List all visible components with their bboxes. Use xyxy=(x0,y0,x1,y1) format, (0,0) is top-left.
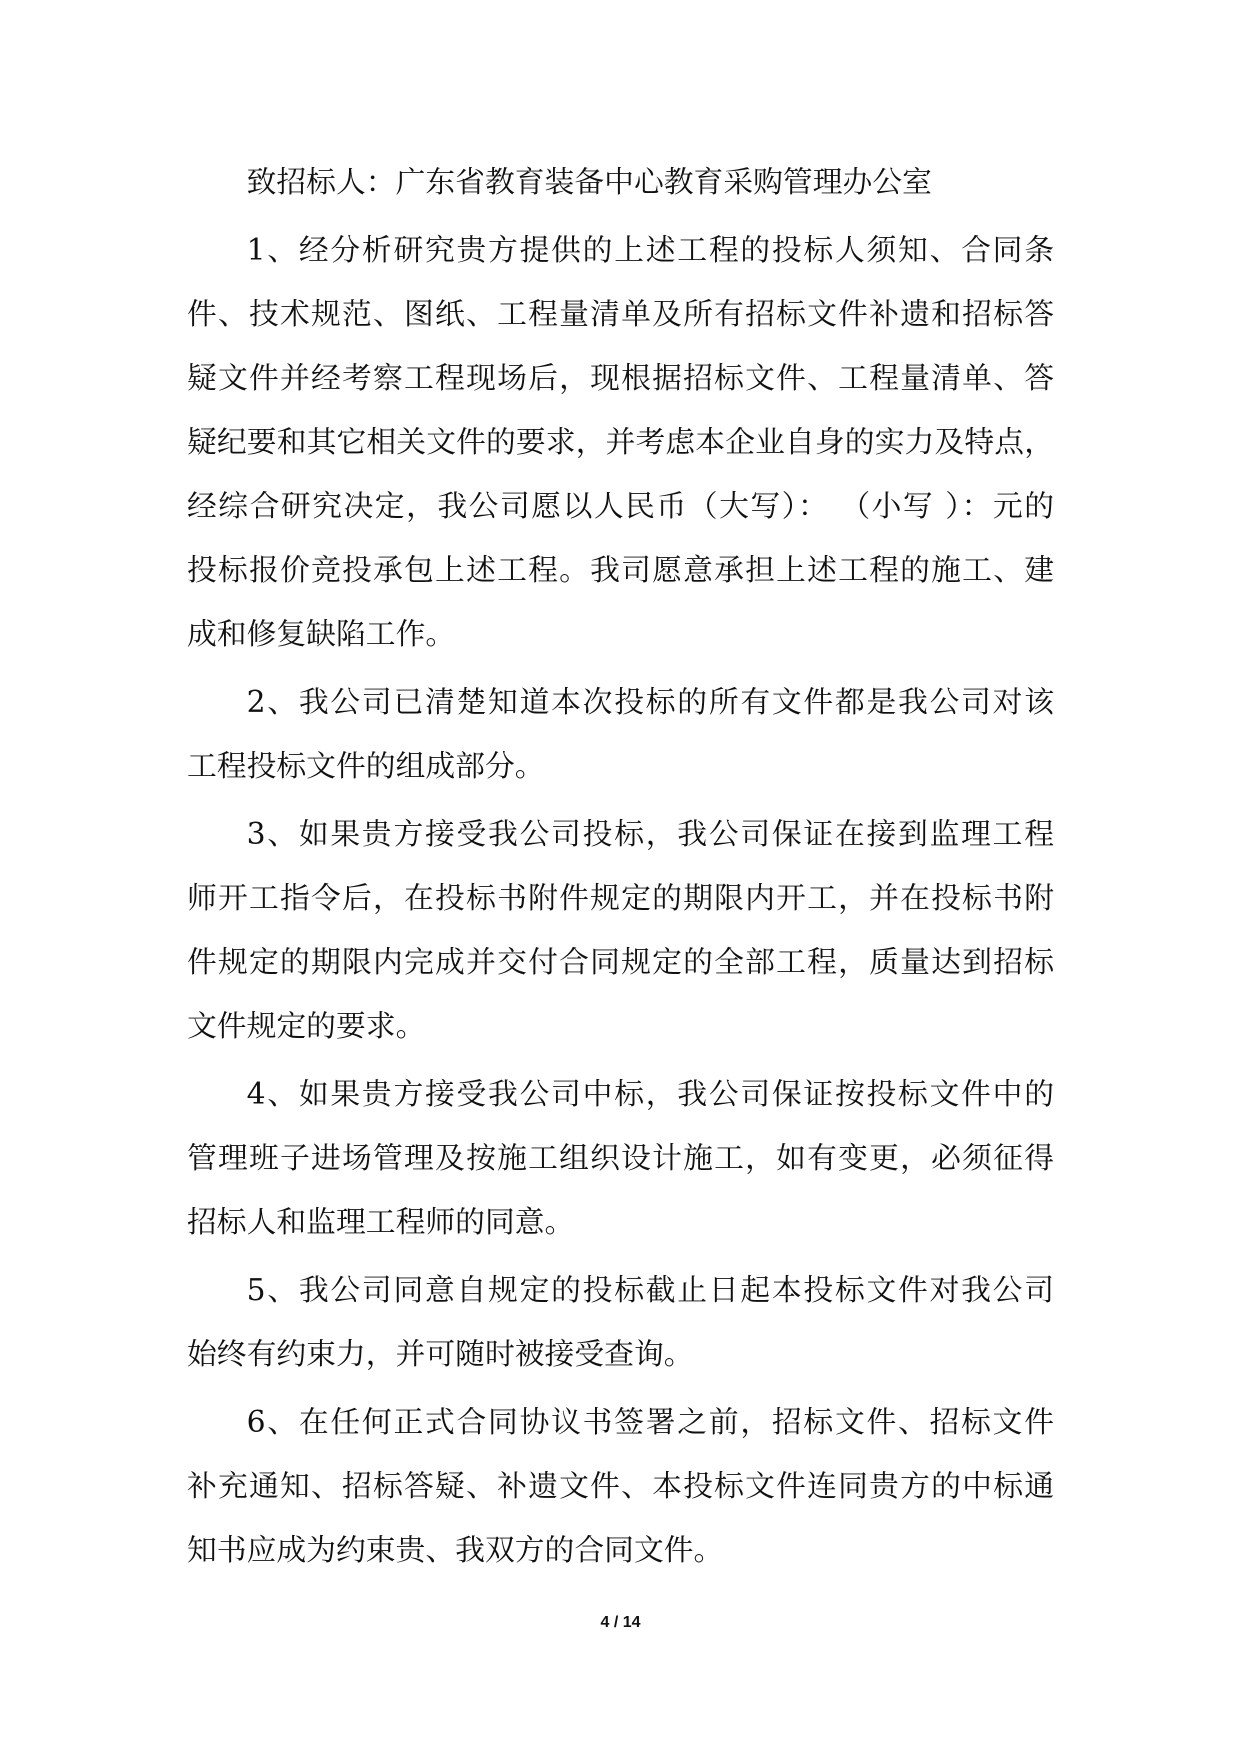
paragraph-line: 件、技术规范、图纸、工程量清单及所有招标文件补遗和招标答 xyxy=(187,297,1054,332)
paragraph-line: 工程投标文件的组成部分。 xyxy=(187,749,545,784)
paragraph-line: 3、如果贵方接受我公司投标，我公司保证在接到监理工程 xyxy=(246,817,1054,852)
paragraph-line: 疑纪要和其它相关文件的要求，并考虑本企业自身的实力及特点， xyxy=(187,425,1054,460)
salutation: 致招标人：广东省教育装备中心教育采购管理办公室 xyxy=(246,165,932,200)
paragraph-line: 投标报价竞投承包上述工程。我司愿意承担上述工程的施工、建 xyxy=(187,553,1054,588)
paragraph-line: 招标人和监理工程师的同意。 xyxy=(187,1205,575,1240)
paragraph-line: 5、我公司同意自规定的投标截止日起本投标文件对我公司 xyxy=(246,1273,1054,1308)
paragraph-line: 补充通知、招标答疑、补遗文件、本投标文件连同贵方的中标通 xyxy=(187,1469,1054,1504)
paragraph-2 xyxy=(187,671,1054,799)
document-body xyxy=(187,151,1054,1587)
paragraph-line: 2、我公司已清楚知道本次投标的所有文件都是我公司对该 xyxy=(246,685,1054,720)
paragraph-line: 管理班子进场管理及按施工组织设计施工，如有变更，必须征得 xyxy=(187,1141,1054,1176)
paragraph-line: 1、经分析研究贵方提供的上述工程的投标人须知、合同条 xyxy=(246,233,1054,268)
paragraph-line: 件规定的期限内完成并交付合同规定的全部工程，质量达到招标 xyxy=(187,945,1054,980)
paragraph-line: 6、在任何正式合同协议书签署之前，招标文件、招标文件 xyxy=(246,1405,1054,1440)
paragraph-3 xyxy=(187,803,1054,1059)
salutation-paragraph xyxy=(187,151,1054,215)
paragraph-line: 文件规定的要求。 xyxy=(187,1009,426,1044)
page-number: 4 / 14 xyxy=(600,1614,641,1631)
paragraph-5 xyxy=(187,1259,1054,1387)
paragraph-6 xyxy=(187,1391,1054,1583)
paragraph-1 xyxy=(187,219,1054,667)
paragraph-line: 经综合研究决定，我公司愿以人民币（大写）： （小写 ）：元的 xyxy=(187,489,1054,524)
paragraph-line: 成和修复缺陷工作。 xyxy=(187,617,456,652)
paragraph-line: 始终有约束力，并可随时被接受查询。 xyxy=(187,1337,694,1372)
paragraph-line: 师开工指令后，在投标书附件规定的期限内开工，并在投标书附 xyxy=(187,881,1054,916)
paragraph-line: 疑文件并经考察工程现场后，现根据招标文件、工程量清单、答 xyxy=(187,361,1054,396)
paragraph-line: 4、如果贵方接受我公司中标，我公司保证按投标文件中的 xyxy=(246,1077,1054,1112)
paragraph-line: 知书应成为约束贵、我双方的合同文件。 xyxy=(187,1533,724,1568)
paragraph-4 xyxy=(187,1063,1054,1255)
